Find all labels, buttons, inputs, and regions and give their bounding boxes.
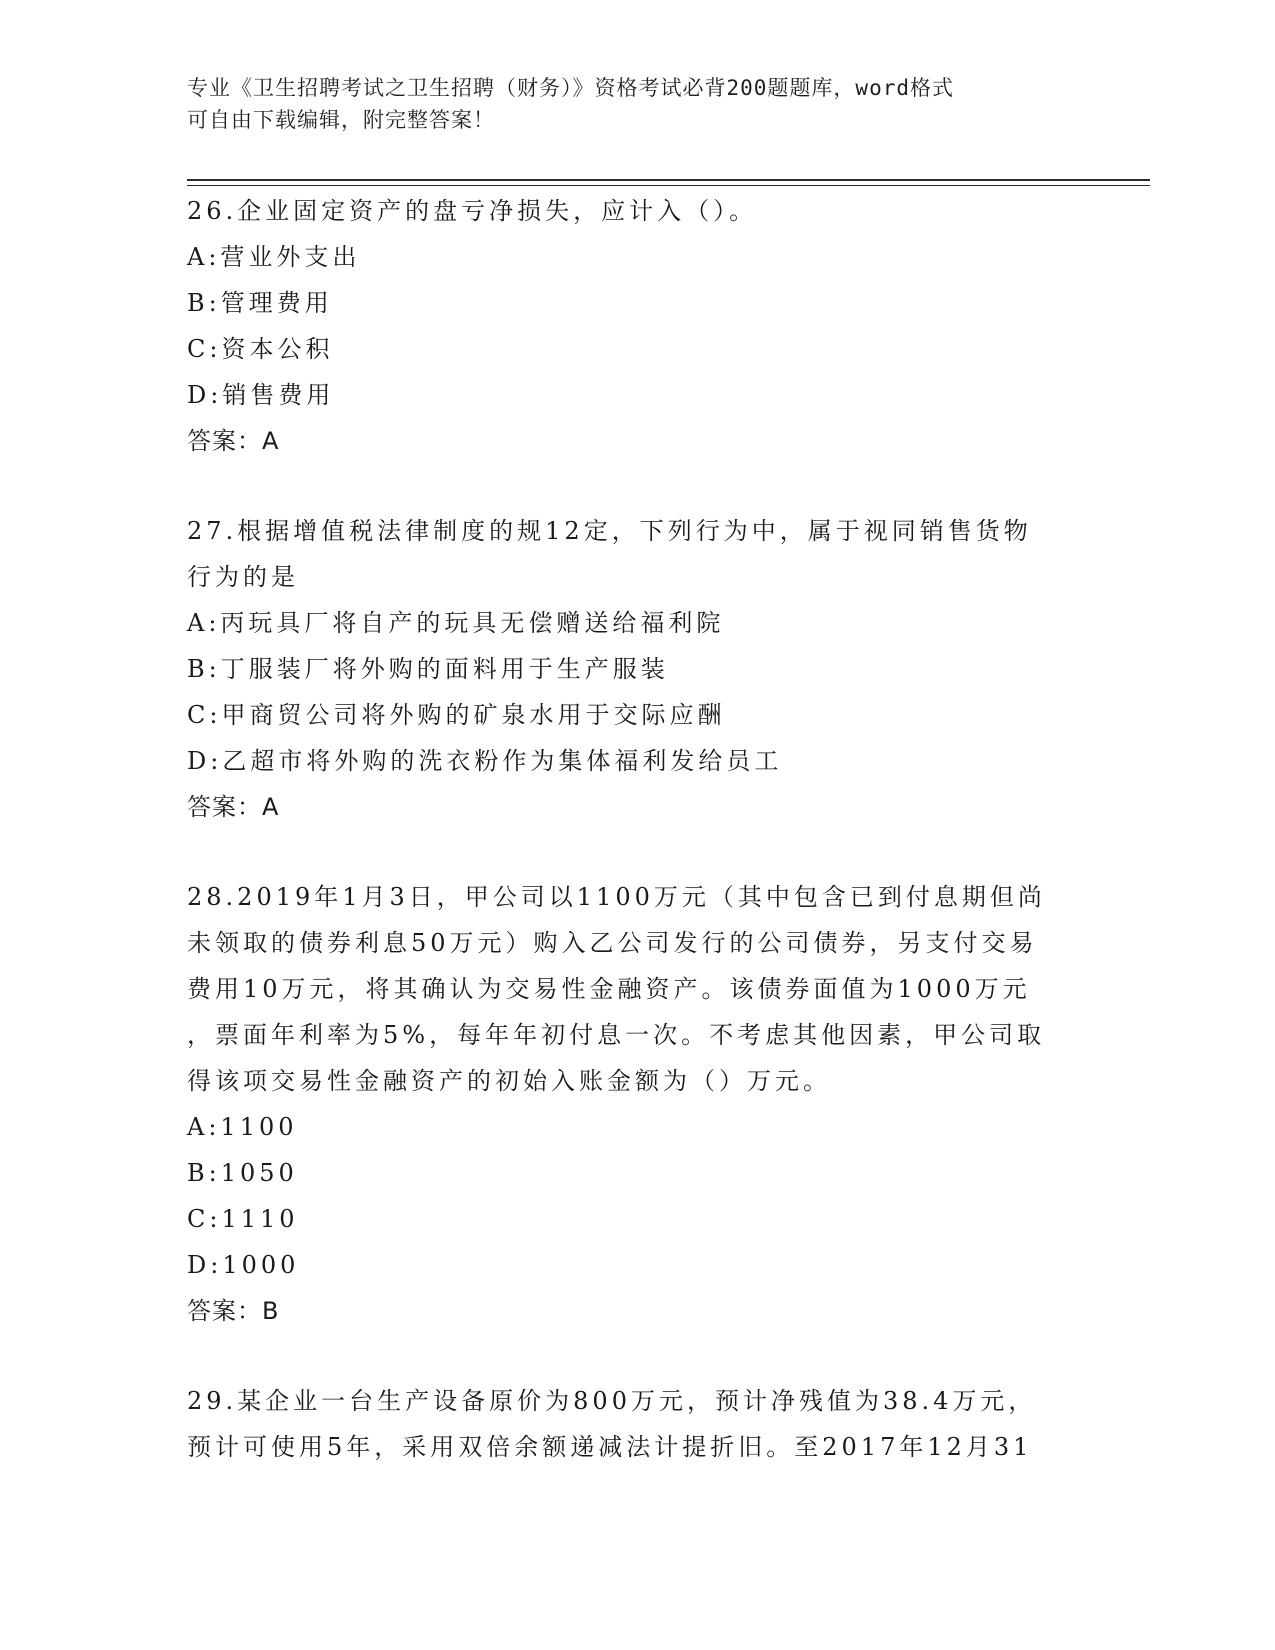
option-c: C:资本公积 [187, 335, 334, 363]
question-stem-line: 27.根据增值税法律制度的规12定，下列行为中，属于视同销售货物 [187, 517, 1032, 545]
question-stem-line: 行为的是 [187, 563, 299, 591]
question-29 [187, 1378, 1067, 1470]
question-28 [187, 874, 1067, 1334]
question-stem-line: 29.某企业一台生产设备原价为800万元，预计净残值为38.4万元， [187, 1387, 1037, 1415]
option-a: A:丙玩具厂将自产的玩具无偿赠送给福利院 [187, 609, 725, 637]
option-c: C:1110 [187, 1205, 299, 1233]
answer-line: 答案：A [187, 793, 280, 821]
question-stem-line: 得该项交易性金融资产的初始入账金额为（）万元。 [187, 1067, 831, 1095]
option-b: B:丁服装厂将外购的面料用于生产服装 [187, 655, 669, 683]
option-c: C:甲商贸公司将外购的矿泉水用于交际应酬 [187, 701, 726, 729]
question-stem-line: 28.2019年1月3日，甲公司以1100万元（其中包含已到付息期但尚 [187, 883, 1046, 911]
option-d: D:销售费用 [187, 381, 335, 409]
question-stem-line: 未领取的债券利息50万元）购入乙公司发行的公司债券，另支付交易 [187, 929, 1038, 957]
option-d: D:乙超市将外购的洗衣粉作为集体福利发给员工 [187, 747, 783, 775]
question-26 [187, 188, 1067, 464]
header-divider-thick [187, 179, 1150, 181]
question-stem-line: 预计可使用5年，采用双倍余额递减法计提折旧。至2017年12月31 [187, 1433, 1033, 1461]
answer-line: 答案：A [187, 427, 280, 455]
answer-line: 答案：B [187, 1297, 280, 1325]
header-divider-thin [187, 185, 1150, 186]
option-a: A:营业外支出 [187, 243, 361, 271]
question-stem-line: 26.企业固定资产的盘亏净损失，应计入（）。 [187, 197, 758, 225]
header-line-2: 可自由下载编辑，附完整答案！ [187, 108, 495, 132]
option-b: B:管理费用 [187, 289, 333, 317]
document-header [187, 72, 1067, 136]
option-d: D:1000 [187, 1251, 300, 1279]
question-stem-line: 费用10万元，将其确认为交易性金融资产。该债券面值为1000万元 [187, 975, 1031, 1003]
question-stem-line: ，票面年利率为5%，每年年初付息一次。不考虑其他因素，甲公司取 [187, 1021, 1046, 1049]
question-list [187, 188, 1067, 1470]
option-a: A:1100 [187, 1113, 298, 1141]
header-line-1: 专业《卫生招聘考试之卫生招聘（财务）》资格考试必背200题题库，word格式 [187, 76, 954, 100]
question-27 [187, 508, 1067, 830]
question-spacer [187, 1334, 1067, 1378]
question-spacer [187, 830, 1067, 874]
option-b: B:1050 [187, 1159, 298, 1187]
question-spacer [187, 464, 1067, 508]
